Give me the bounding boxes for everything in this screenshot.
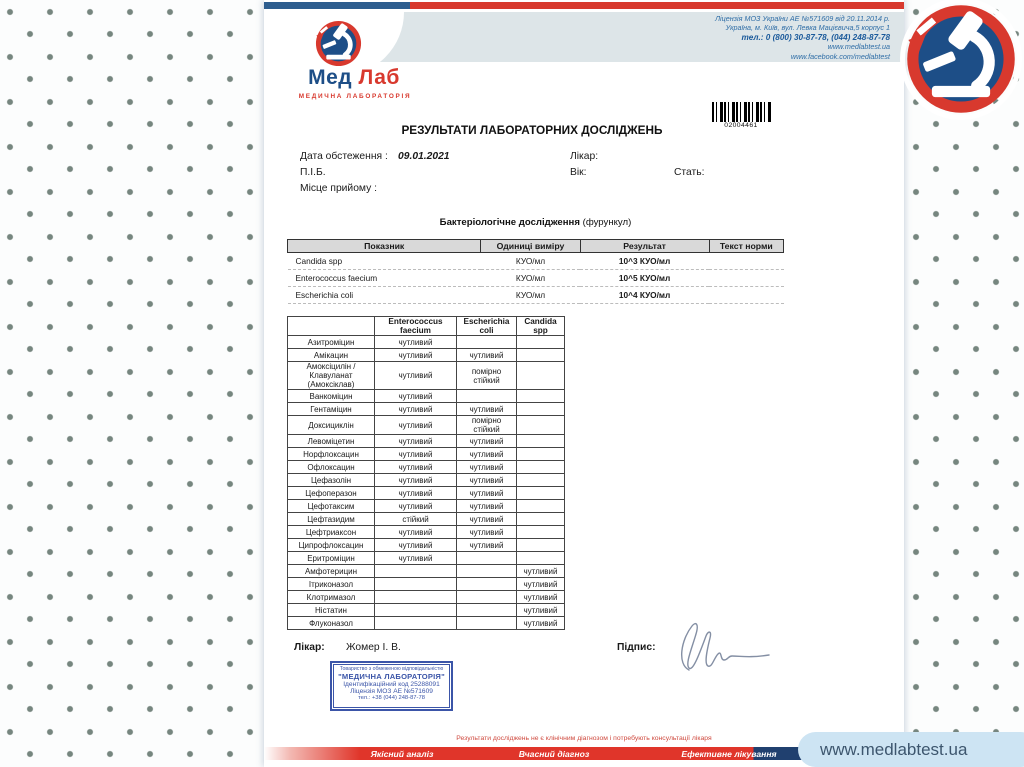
sensitivity-row <box>288 362 565 390</box>
sensitivity-cell: чутливий <box>375 474 457 487</box>
sex-label: Стать: <box>674 167 705 178</box>
license-line-1: Ліцензія МОЗ України АЕ №571609 від 20.11.2014 р. <box>715 14 890 23</box>
lab-report-document <box>264 0 904 767</box>
results-cell: КУО/мл <box>481 270 580 287</box>
signature-label: Підпис: <box>617 642 656 653</box>
sensitivity-cell <box>517 487 565 500</box>
sensitivity-cell: чутливий <box>457 487 517 500</box>
right-dots-decoration <box>906 0 1024 767</box>
sensitivity-cell: Амікацин <box>288 349 375 362</box>
license-line-2: Україна, м. Київ, вул. Левка Мацієвича,5 корпус 1 <box>725 23 890 33</box>
sensitivity-cell <box>517 500 565 513</box>
results-row <box>288 287 784 304</box>
section-title-suffix: (фурункул) <box>582 217 632 228</box>
sensitivity-cell <box>517 539 565 552</box>
stamp-line-3: Ідентифікаційний код 25288091 <box>343 681 440 688</box>
results-row <box>288 270 784 287</box>
results-cell <box>709 287 783 304</box>
results-cell: Candida spp <box>288 253 481 270</box>
sensitivity-cell <box>375 604 457 617</box>
sensitivity-cell: чутливий <box>375 435 457 448</box>
website-pill-text: www.medlabtest.ua <box>820 739 968 759</box>
sensitivity-row <box>288 500 565 513</box>
barcode <box>711 101 773 123</box>
results-cell: Escherichia coli <box>288 287 481 304</box>
report-title: РЕЗУЛЬТАТИ ЛАБОРАТОРНИХ ДОСЛІДЖЕНЬ <box>401 123 663 137</box>
sensitivity-cell: Амоксіцилін / Клавуланат (Амоксіклав) <box>288 362 375 390</box>
sensitivity-row <box>288 565 565 578</box>
results-cell <box>709 270 783 287</box>
sensitivity-header-cell: Enterococcus faecium <box>375 317 457 336</box>
sensitivity-cell <box>457 604 517 617</box>
sensitivity-cell <box>457 578 517 591</box>
sensitivity-cell: чутливий <box>375 526 457 539</box>
contact-info <box>715 14 890 61</box>
brand-word-lab: Лаб <box>358 66 400 89</box>
sensitivity-cell: Цефоперазон <box>288 487 375 500</box>
top-accent-bar <box>264 2 904 9</box>
name-label: П.І.Б. <box>300 167 326 178</box>
sensitivity-row <box>288 552 565 565</box>
sensitivity-cell: Норфлоксацин <box>288 448 375 461</box>
sensitivity-table <box>287 316 565 630</box>
sensitivity-header-cell: Candida spp <box>517 317 565 336</box>
results-cell: 10^4 КУО/мл <box>580 287 709 304</box>
sensitivity-cell <box>517 435 565 448</box>
sensitivity-row <box>288 526 565 539</box>
sensitivity-cell: чутливий <box>375 487 457 500</box>
sensitivity-cell: чутливий <box>457 349 517 362</box>
sensitivity-cell: Клотримазол <box>288 591 375 604</box>
date-value: 09.01.2021 <box>398 151 450 162</box>
sensitivity-header-row <box>288 317 565 336</box>
sensitivity-cell: чутливий <box>457 526 517 539</box>
results-cell: КУО/мл <box>481 287 580 304</box>
disclaimer-text: Результати досліджень не є клінічним діагнозом і потребують консультації лікаря <box>456 735 712 742</box>
results-header-row <box>288 240 784 253</box>
sensitivity-cell: чутливий <box>517 578 565 591</box>
sensitivity-cell: чутливий <box>457 500 517 513</box>
results-row <box>288 253 784 270</box>
sensitivity-cell: Офлоксацин <box>288 461 375 474</box>
sensitivity-cell <box>517 349 565 362</box>
sensitivity-row <box>288 416 565 435</box>
results-cell: Enterococcus faecium <box>288 270 481 287</box>
sensitivity-header-cell <box>288 317 375 336</box>
stamp-line-4: Ліцензія МОЗ АЕ №571609 <box>350 688 433 695</box>
signoff-doctor-name: Жомер І. В. <box>346 642 401 653</box>
sensitivity-cell: чутливий <box>375 416 457 435</box>
left-dots-decoration <box>0 0 262 767</box>
sensitivity-cell: чутливий <box>375 552 457 565</box>
sensitivity-row <box>288 474 565 487</box>
sensitivity-row <box>288 617 565 630</box>
sensitivity-cell: Амфотерицин <box>288 565 375 578</box>
sensitivity-cell: чутливий <box>457 474 517 487</box>
sensitivity-cell <box>375 578 457 591</box>
sensitivity-cell: чутливий <box>457 513 517 526</box>
sensitivity-cell: Гентаміцин <box>288 403 375 416</box>
sensitivity-cell: Цефазолін <box>288 474 375 487</box>
results-table <box>287 239 784 304</box>
sensitivity-cell <box>457 617 517 630</box>
footer-item-treatment: Ефективне лікування <box>681 748 777 759</box>
sensitivity-cell: чутливий <box>375 500 457 513</box>
signature-scribble <box>669 612 784 684</box>
sensitivity-row <box>288 435 565 448</box>
results-cell <box>709 253 783 270</box>
sensitivity-cell <box>375 591 457 604</box>
sensitivity-row <box>288 578 565 591</box>
sensitivity-cell: Ванкоміцин <box>288 390 375 403</box>
sensitivity-row <box>288 461 565 474</box>
place-label: Місце прийому : <box>300 183 377 194</box>
sensitivity-row <box>288 487 565 500</box>
sensitivity-cell: чутливий <box>375 390 457 403</box>
sensitivity-cell <box>517 362 565 390</box>
signoff-doctor-label: Лікар: <box>294 642 325 653</box>
sensitivity-row <box>288 390 565 403</box>
results-header-cell: Текст норми <box>709 240 783 253</box>
results-cell: 10^3 КУО/мл <box>580 253 709 270</box>
sensitivity-row <box>288 403 565 416</box>
sensitivity-cell <box>517 403 565 416</box>
medlab-logo-icon <box>315 20 362 67</box>
sensitivity-cell: стійкий <box>375 513 457 526</box>
sensitivity-cell: чутливий <box>375 539 457 552</box>
section-title <box>287 217 784 228</box>
stamp-line-5: тел.: +38 (044) 248-87-78 <box>358 695 425 701</box>
sensitivity-cell: чутливий <box>457 448 517 461</box>
sensitivity-table-body <box>288 336 565 630</box>
sensitivity-cell <box>517 474 565 487</box>
facebook-line: www.facebook.com/medlabtest <box>790 51 890 61</box>
sensitivity-cell: чутливий <box>375 362 457 390</box>
sensitivity-cell: чутливий <box>517 591 565 604</box>
sensitivity-cell: чутливий <box>517 617 565 630</box>
sensitivity-cell: Цефотаксим <box>288 500 375 513</box>
results-table-body <box>288 253 784 304</box>
sensitivity-cell <box>375 617 457 630</box>
sensitivity-cell <box>457 565 517 578</box>
footer-item-diagnosis: Вчасний діагноз <box>518 748 590 759</box>
sensitivity-cell <box>457 336 517 349</box>
brand-subtitle: МЕДИЧНА ЛАБОРАТОРІЯ <box>298 93 412 100</box>
sensitivity-row <box>288 513 565 526</box>
sensitivity-cell: чутливий <box>457 461 517 474</box>
sensitivity-cell: Флуконазол <box>288 617 375 630</box>
sensitivity-cell: Ципрофлоксацин <box>288 539 375 552</box>
phone-line: тел.: 0 (800) 30-87-78, (044) 248-87-78 <box>741 32 890 42</box>
sensitivity-cell <box>457 390 517 403</box>
sensitivity-cell: чутливий <box>457 435 517 448</box>
sensitivity-cell <box>517 552 565 565</box>
stamp-line-2: "МЕДИЧНА ЛАБОРАТОРІЯ" <box>338 672 445 681</box>
barcode-number: 02004461 <box>724 122 758 129</box>
footer-item-quality: Якісний аналіз <box>370 748 434 759</box>
doctor-field-label: Лікар: <box>570 151 599 162</box>
sensitivity-cell <box>517 461 565 474</box>
date-label: Дата обстеження : <box>300 151 388 162</box>
sensitivity-row <box>288 604 565 617</box>
sensitivity-cell: чутливий <box>517 604 565 617</box>
sensitivity-row <box>288 448 565 461</box>
sensitivity-cell: помірно стійкий <box>457 416 517 435</box>
results-header-cell: Показник <box>288 240 481 253</box>
sensitivity-cell: Азитроміцин <box>288 336 375 349</box>
sensitivity-cell: помірно стійкий <box>457 362 517 390</box>
sensitivity-cell <box>517 390 565 403</box>
sensitivity-cell: Цефтазидим <box>288 513 375 526</box>
results-cell: КУО/мл <box>481 253 580 270</box>
results-cell: 10^5 КУО/мл <box>580 270 709 287</box>
results-header-cell: Одиниці виміру <box>481 240 580 253</box>
corner-medlab-logo-icon <box>905 3 1017 115</box>
sensitivity-cell: Доксициклін <box>288 416 375 435</box>
sensitivity-cell <box>517 448 565 461</box>
sensitivity-cell <box>457 591 517 604</box>
website-pill[interactable] <box>798 732 1024 767</box>
section-title-main: Бактеріологічне дослідження <box>439 217 580 228</box>
sensitivity-cell: чутливий <box>517 565 565 578</box>
age-label: Вік: <box>570 167 587 178</box>
sensitivity-cell: Цефтриаксон <box>288 526 375 539</box>
sensitivity-row <box>288 539 565 552</box>
sensitivity-cell: чутливий <box>375 403 457 416</box>
website-line: www.medlabtest.ua <box>827 42 890 52</box>
sensitivity-cell: чутливий <box>375 349 457 362</box>
sensitivity-row <box>288 336 565 349</box>
results-header-cell: Результат <box>580 240 709 253</box>
sensitivity-cell: чутливий <box>375 336 457 349</box>
company-stamp <box>330 661 453 711</box>
sensitivity-cell <box>517 336 565 349</box>
sensitivity-cell <box>517 526 565 539</box>
sensitivity-cell: Еритроміцин <box>288 552 375 565</box>
brand-word-med: Мед <box>308 66 353 89</box>
sensitivity-cell <box>517 513 565 526</box>
brand-name <box>286 66 422 90</box>
sensitivity-cell <box>375 565 457 578</box>
sensitivity-row <box>288 349 565 362</box>
sensitivity-cell: Левоміцетин <box>288 435 375 448</box>
sensitivity-cell: чутливий <box>375 448 457 461</box>
sensitivity-cell <box>457 552 517 565</box>
sensitivity-cell: Ністатин <box>288 604 375 617</box>
sensitivity-cell <box>517 416 565 435</box>
sensitivity-cell: чутливий <box>457 403 517 416</box>
top-accent-bar-blue <box>264 2 410 9</box>
sensitivity-row <box>288 591 565 604</box>
sensitivity-header-cell: Escherichia coli <box>457 317 517 336</box>
sensitivity-cell: чутливий <box>457 539 517 552</box>
sensitivity-cell: чутливий <box>375 461 457 474</box>
stamp-line-1: Товариство з обмеженою відповідальністю <box>339 666 444 672</box>
sensitivity-cell: Ітриконазол <box>288 578 375 591</box>
